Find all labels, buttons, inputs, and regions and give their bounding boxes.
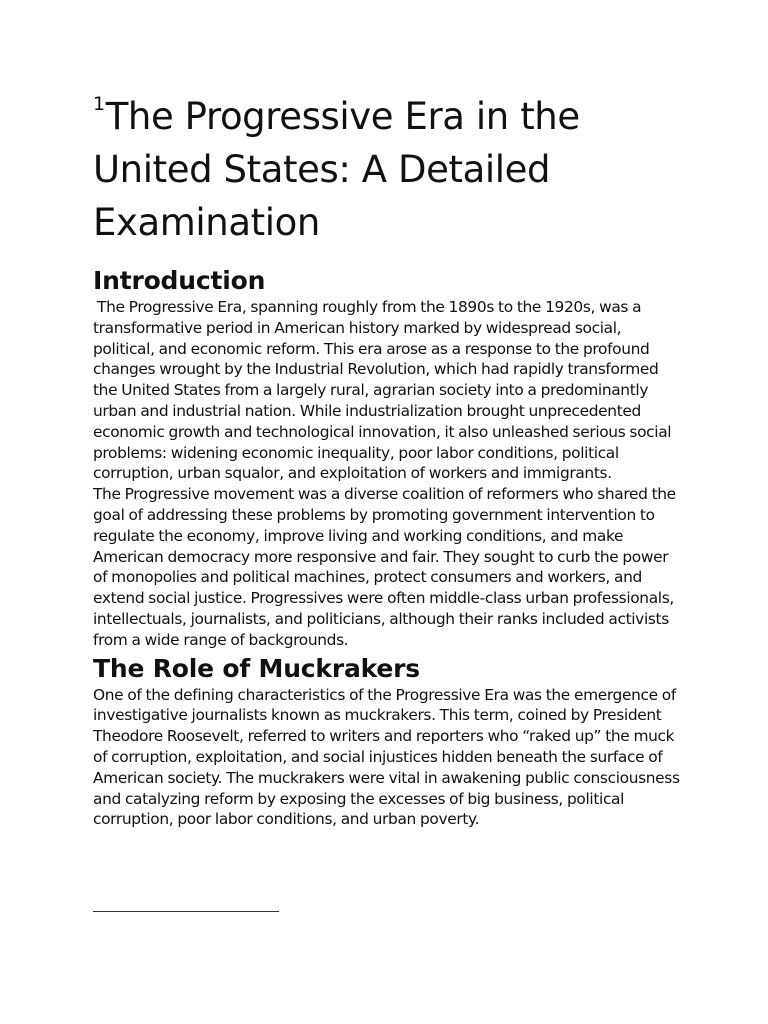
document-title — [93, 90, 683, 249]
footnote-separator — [93, 911, 279, 912]
paragraph: The Progressive movement was a diverse coalition of reformers who shared the goal of addressing these problems by promoting government intervention to regulate the economy, improve living and working conditions, and make American democracy more responsive and fair. They sought to curb the power of monopolies and political machines, protect consumers and workers, and extend social justice. Progressives were often middle-class urban professionals, intellectuals, journalists, and politicians, although their ranks included activists from a wide range of backgrounds. — [93, 485, 676, 649]
document-page — [93, 90, 683, 830]
title-text: The Progressive Era in the United States: A Detailed Examination — [93, 95, 580, 244]
paragraph: The Progressive Era, spanning roughly from the 1890s to the 1920s, was a transformative period in American history marked by widespread social, political, and economic reform. This era arose as a response to the profound changes wrought by the Industrial Revolution, which had rapidly transformed the United States from a largely rural, agrarian society into a predominantly urban and industrial nation. While industrialization brought unprecedented economic growth and technological innovation, it also unleashed serious social problems: widening economic inequality, poor labor conditions, political corruption, urban squalor, and exploitation of workers and immigrants. — [93, 298, 676, 483]
paragraph: One of the defining characteristics of the Progressive Era was the emergence of investigative journalists known as muckrakers. This term, coined by President Theodore Roosevelt, referred to writers and reporters who “raked up” the muck of corruption, exploitation, and social injustices hidden beneath the surface of American society. The muckrakers were vital in awakening public consciousness and catalyzing reform by exposing the excesses of big business, political corruption, poor labor conditions, and urban poverty. — [93, 685, 680, 829]
footnote-marker: 1 — [93, 92, 105, 115]
section-heading-introduction: Introduction — [93, 266, 266, 295]
section-heading-muckrakers: The Role of Muckrakers — [93, 653, 420, 683]
